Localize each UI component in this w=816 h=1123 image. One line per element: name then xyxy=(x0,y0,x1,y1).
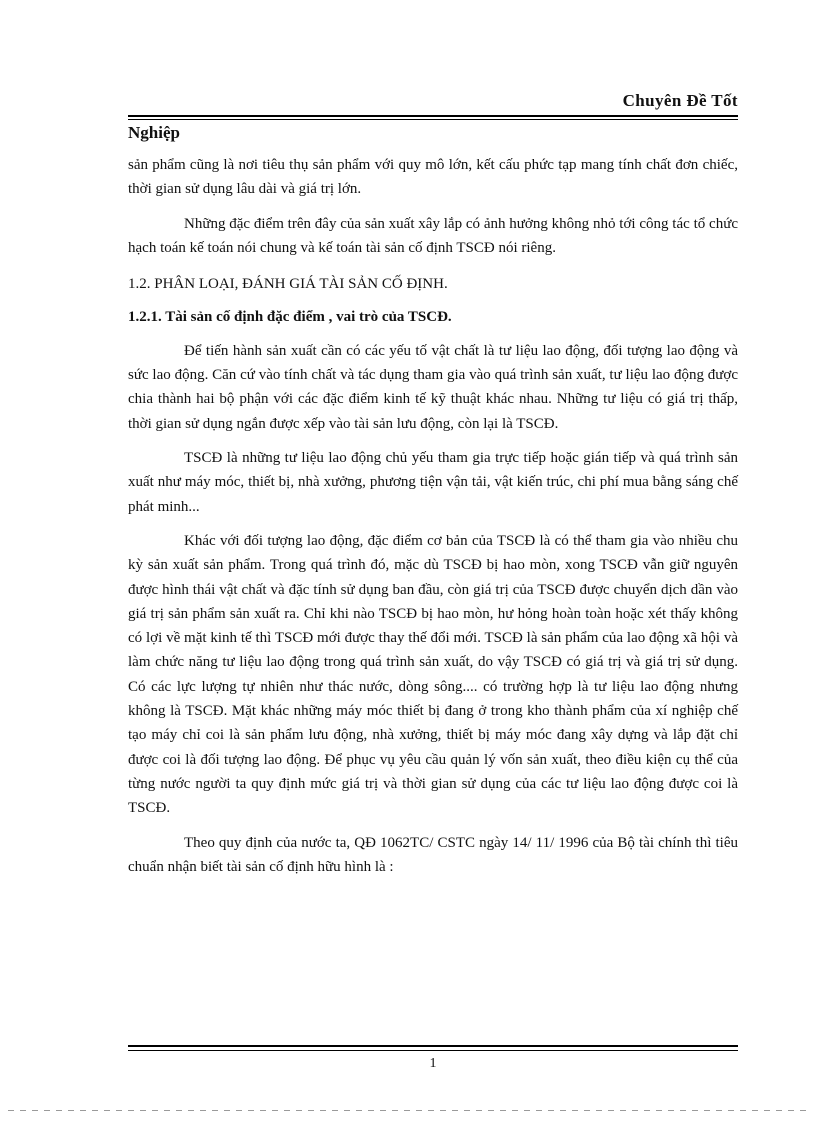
page-edge-marker xyxy=(8,1110,808,1111)
subsection-heading: 1.2.1. Tài sản cố định đặc điểm , vai trò của TSCĐ. xyxy=(128,308,452,325)
footer-rule-top xyxy=(128,1045,738,1047)
body-paragraph-4: Theo quy định của nước ta, QĐ 1062TC/ CSTC ngày 14/ 11/ 1996 của Bộ tài chính thì tiêu chuẩn nhận biết tài sản cố định hữu hình là : xyxy=(128,834,738,875)
footer-divider xyxy=(128,1045,738,1051)
running-header-line2: Nghiệp xyxy=(128,122,180,142)
body-paragraph-2: TSCĐ là những tư liệu lao động chủ yếu tham gia trực tiếp hoặc gián tiếp và quá trình sản xuất như máy móc, thiết bị, nhà xưởng, phương tiện vận tải, vật kiến trúc, chi phí mua bằng sáng chế phát minh... xyxy=(128,450,738,515)
header-divider xyxy=(128,115,738,120)
paragraph-continuation: sản phẩm cũng là nơi tiêu thụ sản phẩm với quy mô lớn, kết cấu phức tạp mang tính chất đơn chiếc, thời gian sử dụng lâu dài và giá trị lớn. xyxy=(128,157,738,198)
section-heading: 1.2. PHÂN LOẠI, ĐÁNH GIÁ TÀI SẢN CỐ ĐỊNH. xyxy=(128,276,448,293)
page-number: 1 xyxy=(429,1056,437,1071)
running-header-line1: Chuyên Đề Tốt xyxy=(622,91,738,110)
page-content xyxy=(128,0,738,881)
body-paragraph-1: Để tiến hành sản xuất cần có các yếu tố vật chất là tư liệu lao động, đối tượng lao động và sức lao động. Căn cứ vào tính chất và tác dụng tham gia vào quá trình sản xuất, tư liệu lao động được chia thành hai bộ phận với các đặc điểm kinh tế kỹ thuật khác nhau. Những tư liệu có giá trị thấp, thời gian sử dụng ngắn được xếp vào tài sản lưu động, còn lại là TSCĐ. xyxy=(128,342,738,432)
body-paragraph-3: Khác với đối tượng lao động, đặc điểm cơ bản của TSCĐ là có thể tham gia vào nhiều chu kỳ sản xuất sản phẩm. Trong quá trình đó, mặc dù TSCĐ bị hao mòn, xong TSCĐ vẫn giữ nguyên được hình thái vật chất và đặc tính sử dụng ban đầu, còn giá trị của TSCĐ được chuyển dịch dần vào giá trị sản phẩm sản xuất ra. Chỉ khi nào TSCĐ bị hao mòn, hư hỏng hoàn toàn hoặc xét thấy không có lợi về mặt kinh tế thì TSCĐ mới được thay thế đổi mới. TSCĐ là sản phẩm của lao động xã hội và làm chức năng tư liệu lao động trong quá trình sản xuất, do vậy TSCĐ có giá trị và giá trị sử dụng. Có các lực lượng tự nhiên như thác nước, dòng sông.... có trường hợp là tư liệu lao động nhưng không là TSCĐ. Mặt khác những máy móc thiết bị đang ở trong kho thành phẩm của xí nghiệp chế tạo máy chỉ coi là sản phẩm lưu động, nhà xưởng, thiết bị máy móc đang xây dựng và lắp đặt chỉ được coi là đối tượng lao động. Để phục vụ yêu cầu quản lý vốn sản xuất, theo điều kiện cụ thể của từng nước người ta quy định mức giá trị và thời gian sử dụng của các tư liệu lao động được coi là TSCĐ. xyxy=(128,532,738,817)
paragraph-effects: Những đặc điểm trên đây của sản xuất xây lắp có ảnh hưởng không nhỏ tới công tác tổ chức hạch toán kế toán nói chung và kế toán tài sản cố định TSCĐ nói riêng. xyxy=(128,215,738,256)
footer-rule-bottom xyxy=(128,1050,738,1051)
